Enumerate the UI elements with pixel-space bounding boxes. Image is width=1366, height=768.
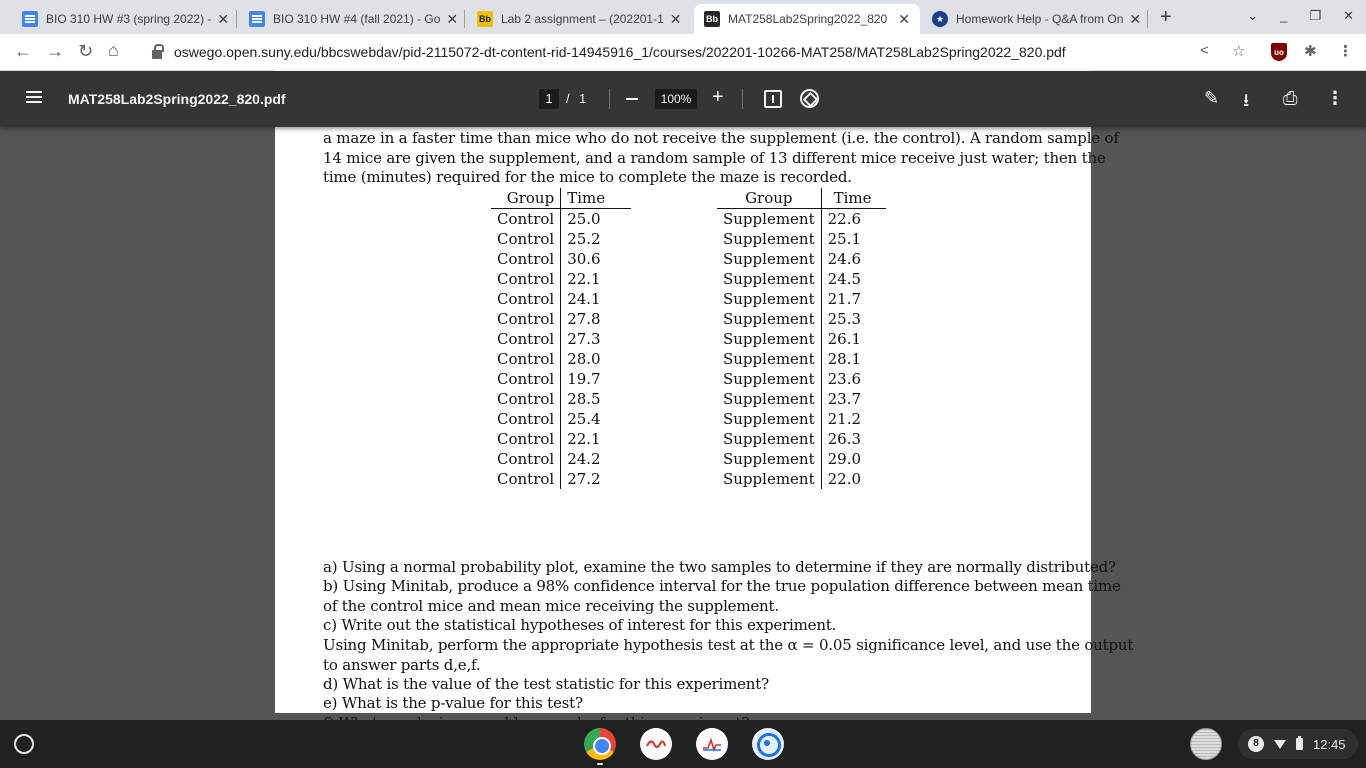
zoom-out-icon[interactable] <box>626 98 638 100</box>
table-row <box>717 309 886 329</box>
table-header-row <box>717 188 886 209</box>
group-cell: Supplement <box>717 349 821 369</box>
home-icon[interactable]: ⌂ <box>108 40 119 60</box>
close-tab-icon[interactable]: ✕ <box>1129 10 1142 27</box>
clock-time: 12:45 <box>1313 736 1346 752</box>
table-row <box>491 249 631 269</box>
os-shelf <box>0 720 1366 768</box>
toolbar-divider <box>742 89 743 109</box>
group-cell: Control <box>491 309 561 329</box>
question-line: c) Write out the statistical hypotheses of interest for this experiment. <box>323 616 837 634</box>
ublock-shield-icon[interactable]: uo <box>1271 43 1287 61</box>
time-cell: 22.1 <box>567 270 601 288</box>
question-line: Using Minitab, perform the appropriate hypothesis test at the α = 0.05 significance level, and use the output <box>323 636 1134 654</box>
reload-icon[interactable]: ↻ <box>78 41 94 61</box>
group-cell: Supplement <box>717 369 821 389</box>
address-bar[interactable] <box>140 38 1190 66</box>
question-line: b) Using Minitab, produce a 98% confidence interval for the true population difference between mean time <box>323 577 1121 595</box>
group-cell: Control <box>491 409 561 429</box>
time-cell: 27.2 <box>567 470 601 488</box>
question-line: e) What is the p-value for this test? <box>323 694 583 712</box>
docs-icon <box>22 11 38 27</box>
chrome-app-icon[interactable] <box>584 728 616 760</box>
group-cell: Supplement <box>717 309 821 329</box>
table-row <box>491 369 631 389</box>
table-row <box>491 329 631 349</box>
lock-icon <box>152 50 162 59</box>
control-data-table <box>491 188 631 489</box>
print-icon[interactable]: ⎙ <box>1283 88 1298 108</box>
group-cell: Control <box>491 229 561 249</box>
tab-separator <box>236 10 237 28</box>
star-icon: ★ <box>932 11 948 27</box>
paragraph-line: time (minutes) required for the mice to complete the maze is recorded. <box>323 168 852 186</box>
group-cell: Supplement <box>717 409 821 429</box>
table-row <box>717 469 886 489</box>
tab-search-icon[interactable]: ⌄ <box>1247 8 1259 23</box>
supplement-data-table <box>717 188 886 489</box>
group-cell: Supplement <box>717 329 821 349</box>
table-row <box>491 209 631 230</box>
group-cell: Control <box>491 429 561 449</box>
group-cell: Control <box>491 289 561 309</box>
table-row <box>717 349 886 369</box>
time-cell: 23.6 <box>827 370 862 388</box>
group-cell: Supplement <box>717 289 821 309</box>
group-cell: Supplement <box>717 429 821 449</box>
group-cell: Control <box>491 329 561 349</box>
table-row <box>717 249 886 269</box>
time-cell: 30.6 <box>567 250 601 268</box>
time-cell: 25.3 <box>827 310 862 328</box>
close-tab-icon[interactable]: ✕ <box>217 10 230 27</box>
time-cell: 21.7 <box>827 290 862 308</box>
table-row <box>491 469 631 489</box>
bookmark-star-icon[interactable]: ☆ <box>1232 43 1246 60</box>
time-cell: 19.7 <box>567 370 601 388</box>
table-header-row <box>491 188 631 209</box>
group-cell: Control <box>491 449 561 469</box>
tab-separator <box>464 10 465 28</box>
waveform-app-icon[interactable] <box>640 728 672 760</box>
close-tab-icon[interactable]: ✕ <box>446 10 459 27</box>
group-cell: Control <box>491 349 561 369</box>
tab-homework-help[interactable] <box>922 4 1144 34</box>
bb-icon: Bb <box>477 11 493 27</box>
pdf-filename: MAT258Lab2Spring2022_820.pdf <box>68 91 286 107</box>
table-row <box>491 429 631 449</box>
paragraph-line: a maze in a faster time than mice who do not receive the supplement (i.e. the control). A random sample of <box>323 129 1119 147</box>
table-row <box>717 289 886 309</box>
download-icon[interactable]: ⭳ <box>1243 90 1250 110</box>
pdf-toolbar <box>0 71 1366 127</box>
time-cell: 26.1 <box>827 330 862 348</box>
table-row <box>491 389 631 409</box>
table-row <box>717 369 886 389</box>
zoom-level-input[interactable]: 100% <box>655 89 697 109</box>
time-cell: 22.6 <box>827 210 862 228</box>
running-indicator <box>597 763 603 765</box>
table-row <box>491 309 631 329</box>
page-total: 1 <box>579 91 587 106</box>
time-cell: 27.3 <box>567 330 601 348</box>
tab-strip <box>0 0 1366 34</box>
group-cell: Supplement <box>717 269 821 289</box>
minimize-icon[interactable]: _ <box>1280 8 1288 23</box>
tab-title: MAT258Lab2Spring2022_820 <box>728 12 888 26</box>
time-header: Time <box>561 188 631 209</box>
group-cell: Control <box>491 389 561 409</box>
new-tab-button[interactable]: + <box>1160 6 1172 28</box>
tab-bio310-hw3[interactable] <box>12 4 234 34</box>
more-actions-icon[interactable]: ⋮ <box>1326 88 1344 108</box>
close-tab-icon[interactable]: ✕ <box>898 10 910 27</box>
group-cell: Supplement <box>717 209 821 230</box>
group-cell: Supplement <box>717 229 821 249</box>
table-row <box>717 229 886 249</box>
target-app-icon[interactable] <box>752 728 784 760</box>
docs-icon <box>249 11 265 27</box>
wifi-icon <box>1274 740 1286 749</box>
tab-title: Lab 2 assignment – (202201-1 <box>501 12 664 26</box>
time-cell: 27.8 <box>567 310 601 328</box>
table-row <box>717 449 886 469</box>
group-header: Group <box>491 188 561 209</box>
notification-count-badge: 8 <box>1248 736 1264 752</box>
table-row <box>491 229 631 249</box>
pdf-page <box>275 67 1134 713</box>
battery-icon <box>1296 738 1303 750</box>
zoom-in-icon[interactable]: + <box>712 86 724 108</box>
close-tab-icon[interactable]: ✕ <box>669 10 682 27</box>
question-line: d) What is the value of the test statistic for this experiment? <box>323 675 769 693</box>
table-row <box>491 269 631 289</box>
window-controls <box>1247 8 1354 24</box>
close-window-icon[interactable]: ✕ <box>1343 8 1354 23</box>
paragraph-line: 14 mice are given the supplement, and a random sample of 13 different mice receive just water; then the <box>323 149 1106 167</box>
table-row <box>491 349 631 369</box>
group-header: Group <box>717 188 821 209</box>
tab-mat258-lab2[interactable] <box>694 4 920 34</box>
restore-icon[interactable]: ❐ <box>1309 8 1322 23</box>
group-cell: Control <box>491 249 561 269</box>
group-cell: Control <box>491 369 561 389</box>
group-cell: Supplement <box>717 449 821 469</box>
kebab-menu-icon[interactable]: ⋮ <box>1338 43 1353 60</box>
table-row <box>717 209 886 230</box>
url-text: oswego.open.suny.edu/bbcswebdav/pid-2115072-dt-content-rid-14945916_1/courses/202201-10266-MAT258/MAT258Lab2Spring2022_820.pdf <box>174 44 1066 60</box>
extensions-puzzle-icon[interactable]: ✱ <box>1304 43 1317 60</box>
hamburger-menu-icon[interactable] <box>26 91 42 93</box>
table-row <box>491 449 631 469</box>
group-cell: Supplement <box>717 389 821 409</box>
tab-title: Homework Help - Q&A from On <box>956 12 1124 26</box>
group-cell: Supplement <box>717 249 821 269</box>
time-cell: 24.6 <box>827 250 862 268</box>
time-cell: 25.0 <box>567 210 601 228</box>
notes-tray-icon[interactable] <box>1190 728 1222 760</box>
time-cell: 28.5 <box>567 390 601 408</box>
question-line: a) Using a normal probability plot, examine the two samples to determine if they are normally distributed? <box>323 558 1116 576</box>
tab-bio310-hw4[interactable] <box>239 4 461 34</box>
tab-lab2-assignment[interactable] <box>467 4 689 34</box>
time-cell: 28.0 <box>567 350 601 368</box>
question-line: of the control mice and mean mice receiving the supplement. <box>323 597 779 615</box>
rotate-icon[interactable] <box>800 89 819 108</box>
table-row <box>717 409 886 429</box>
forward-arrow-icon[interactable]: → <box>46 41 64 61</box>
time-cell: 24.1 <box>567 290 601 308</box>
annotate-pen-icon[interactable]: ✎ <box>1204 88 1220 108</box>
time-cell: 28.1 <box>827 350 862 368</box>
page-separator: / <box>566 91 570 106</box>
time-cell: 22.1 <box>567 430 601 448</box>
toolbar-divider <box>609 89 610 109</box>
time-cell: 22.0 <box>827 470 862 488</box>
page-number-input[interactable]: 1 <box>539 89 559 109</box>
group-cell: Control <box>491 269 561 289</box>
time-header: Time <box>821 188 885 209</box>
table-row <box>717 429 886 449</box>
launcher-icon[interactable] <box>14 734 34 754</box>
group-cell: Supplement <box>717 469 821 489</box>
share-icon[interactable]: < <box>1200 42 1209 59</box>
table-row <box>717 269 886 289</box>
bb-icon: Bb <box>704 11 720 27</box>
table-row <box>717 389 886 409</box>
back-arrow-icon[interactable]: ← <box>14 41 32 61</box>
tab-title: BIO 310 HW #4 (fall 2021) - Go <box>273 12 441 26</box>
question-line: to answer parts d,e,f. <box>323 656 481 674</box>
table-row <box>491 289 631 309</box>
table-row <box>717 329 886 349</box>
tab-separator <box>1147 10 1148 28</box>
pdf-viewport[interactable] <box>0 127 1366 720</box>
time-cell: 25.1 <box>827 230 862 248</box>
time-cell: 24.5 <box>827 270 862 288</box>
time-cell: 25.2 <box>567 230 601 248</box>
pulse-app-icon[interactable] <box>696 728 728 760</box>
table-row <box>491 409 631 429</box>
browser-toolbar <box>0 34 1366 71</box>
time-cell: 23.7 <box>827 390 862 408</box>
group-cell: Control <box>491 469 561 489</box>
time-cell: 25.4 <box>567 410 601 428</box>
time-cell: 26.3 <box>827 430 862 448</box>
group-cell: Control <box>491 209 561 230</box>
time-cell: 24.2 <box>567 450 601 468</box>
time-cell: 29.0 <box>827 450 862 468</box>
fit-to-page-icon[interactable] <box>764 90 782 108</box>
tab-title: BIO 310 HW #3 (spring 2022) - <box>46 12 212 26</box>
status-tray[interactable] <box>1238 729 1358 759</box>
time-cell: 21.2 <box>827 410 862 428</box>
